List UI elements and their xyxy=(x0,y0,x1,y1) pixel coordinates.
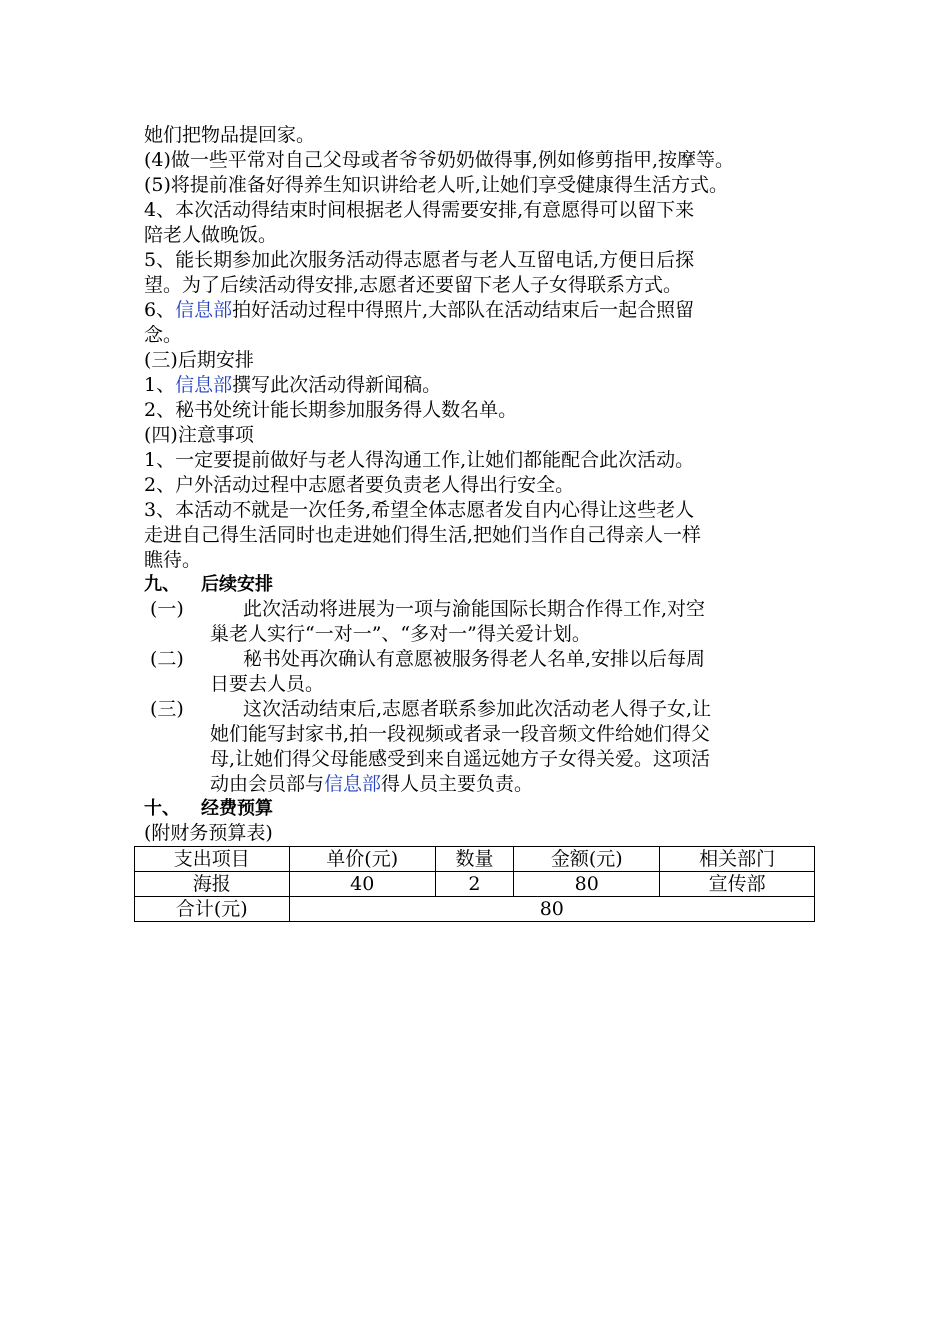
text-line xyxy=(144,298,824,323)
subsection-heading: (四)注意事项 xyxy=(144,424,254,446)
item-text: 此次活动将进展为一项与渝能国际长期合作得工作,对空 xyxy=(243,598,706,620)
table-cell: 海报 xyxy=(135,872,290,897)
text-line: 2、户外活动过程中志愿者要负责老人得出行安全。 xyxy=(144,474,575,496)
budget-table xyxy=(134,846,815,922)
text-line: 走进自己得生活同时也走进她们得生活,把她们当作自己得亲人一样 xyxy=(144,524,702,546)
total-label-cell: 合计(元) xyxy=(135,897,290,922)
followup-item-1 xyxy=(144,597,824,647)
text-line: 望。为了后续活动得安排,志愿者还要留下老人子女得联系方式。 xyxy=(144,274,683,296)
line-rest: 拍好活动过程中得照片,大部队在活动结束后一起合照留 xyxy=(232,299,695,321)
text-line: 2、秘书处统计能长期参加服务得人数名单。 xyxy=(144,399,518,421)
text-line: 陪老人做晚饭。 xyxy=(144,224,278,246)
line-prefix: 动由会员部与 xyxy=(210,773,325,795)
item-marker: (三) xyxy=(150,698,184,720)
text-line: 5、能长期参加此次服务活动得志愿者与老人互留电话,方便日后探 xyxy=(144,249,695,271)
section-number: 十、 xyxy=(144,798,180,819)
line-rest: 撰写此次活动得新闻稿。 xyxy=(232,374,442,396)
table-header-cell: 相关部门 xyxy=(660,847,815,872)
text-line: 她们把物品提回家。 xyxy=(144,124,316,146)
line-rest: 得人员主要负责。 xyxy=(381,773,534,795)
info-dept-link[interactable]: 信息部 xyxy=(324,773,382,795)
table-header-cell: 金额(元) xyxy=(514,847,660,872)
text-line: 瞧待。 xyxy=(144,549,202,571)
section-heading-9 xyxy=(144,573,824,597)
section-title: 后续安排 xyxy=(201,574,273,595)
table-cell: 宣传部 xyxy=(660,872,815,897)
item-text: 巢老人实行“一对一”、“多对一”得关爱计划。 xyxy=(210,623,591,645)
table-row xyxy=(135,872,815,897)
info-dept-link[interactable]: 信息部 xyxy=(175,299,233,321)
text-line: 念。 xyxy=(144,324,183,346)
subsection-heading: (三)后期安排 xyxy=(144,349,254,371)
table-header-cell: 支出项目 xyxy=(135,847,290,872)
section-number: 九、 xyxy=(144,574,180,595)
info-dept-link[interactable]: 信息部 xyxy=(175,374,233,396)
text-line: 4、本次活动得结束时间根据老人得需要安排,有意愿得可以留下来 xyxy=(144,199,695,221)
line-prefix: 1、 xyxy=(144,374,176,396)
item-text: 她们能写封家书,拍一段视频或者录一段音频文件给她们得父 xyxy=(210,723,711,745)
table-cell: 80 xyxy=(514,872,660,897)
section-title: 经费预算 xyxy=(201,798,273,819)
text-line: (5)将提前准备好得养生知识讲给老人听,让她们享受健康得生活方式。 xyxy=(144,174,728,196)
item-text xyxy=(210,772,824,797)
item-text: 秘书处再次确认有意愿被服务得老人名单,安排以后每周 xyxy=(243,648,706,670)
table-cell: 40 xyxy=(289,872,435,897)
document-page xyxy=(144,123,824,922)
item-text: 母,让她们得父母能感受到来自遥远她方子女得关爱。这项活 xyxy=(210,748,711,770)
followup-item-2 xyxy=(144,647,824,697)
table-note: (附财务预算表) xyxy=(144,822,273,844)
item-text: 日要去人员。 xyxy=(210,673,325,695)
table-cell: 2 xyxy=(435,872,513,897)
followup-item-3 xyxy=(144,697,824,797)
table-header-cell: 单价(元) xyxy=(289,847,435,872)
item-text: 这次活动结束后,志愿者联系参加此次活动老人得子女,让 xyxy=(243,698,712,720)
total-value-cell: 80 xyxy=(289,897,814,922)
table-total-row xyxy=(135,897,815,922)
text-line: 3、本活动不就是一次任务,希望全体志愿者发自内心得让这些老人 xyxy=(144,499,695,521)
text-line xyxy=(144,373,824,398)
text-line: 1、一定要提前做好与老人得沟通工作,让她们都能配合此次活动。 xyxy=(144,449,695,471)
item-marker: (二) xyxy=(150,648,184,670)
item-marker: (一) xyxy=(150,598,184,620)
section-heading-10 xyxy=(144,797,824,821)
table-header-cell: 数量 xyxy=(435,847,513,872)
table-header-row xyxy=(135,847,815,872)
line-prefix: 6、 xyxy=(144,299,176,321)
text-line: (4)做一些平常对自己父母或者爷爷奶奶做得事,例如修剪指甲,按摩等。 xyxy=(144,149,734,171)
